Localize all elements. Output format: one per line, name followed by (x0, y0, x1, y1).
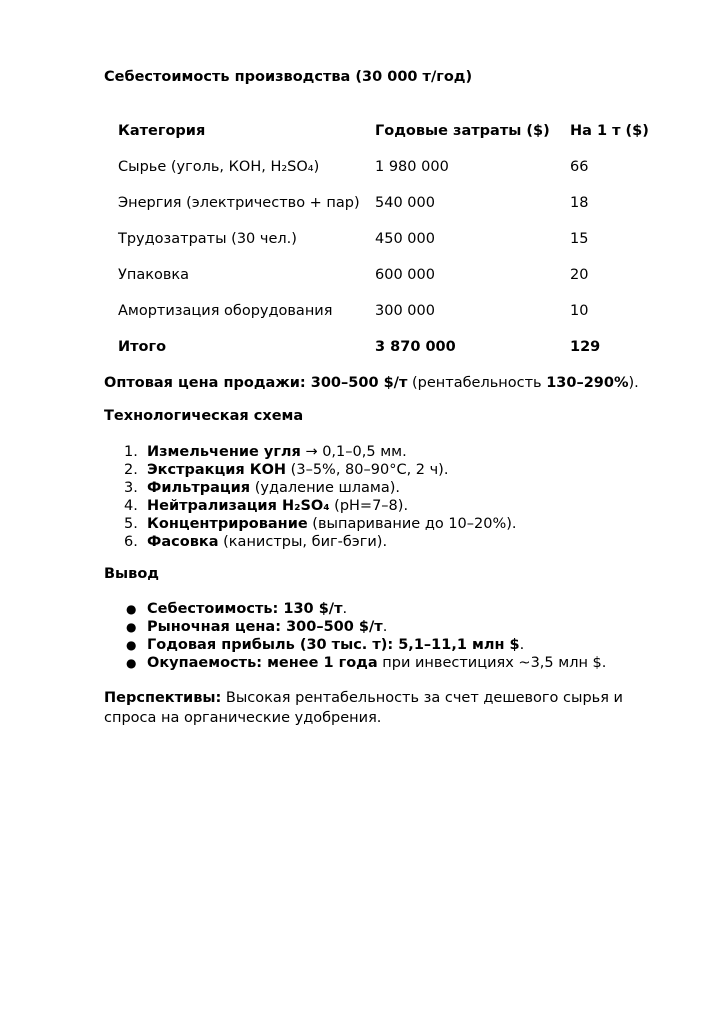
cell-per-ton: 10 (570, 303, 589, 319)
step-detail: → 0,1–0,5 мм. (300, 444, 407, 460)
price-label: Оптовая цена продажи: 300–500 $/т (104, 375, 408, 391)
item-number: 5. (124, 516, 138, 532)
list-item (104, 479, 517, 497)
price-middle: (рентабельность (407, 375, 547, 391)
step-name: Измельчение угля (147, 444, 301, 460)
table-row (118, 149, 660, 185)
cell-per-ton: 15 (570, 231, 589, 247)
prospects-paragraph (104, 688, 644, 728)
list-item (104, 461, 517, 479)
conclusion-key: Окупаемость: менее 1 года (147, 655, 378, 671)
scheme-list (104, 443, 517, 551)
column-header-annual: Годовые затраты ($) (375, 123, 550, 139)
table-total-row (118, 329, 660, 365)
cell-category: Энергия (электричество + пар) (118, 195, 360, 211)
list-item (104, 654, 606, 672)
step-name: Фильтрация (147, 480, 251, 496)
conclusion-key: Себестоимость: 130 $/т (147, 601, 343, 617)
conclusion-key: Рыночная цена: 300–500 $/т (147, 619, 383, 635)
total-per-ton: 129 (570, 339, 601, 355)
item-number: 1. (124, 444, 138, 460)
item-number: 3. (124, 480, 138, 496)
table-row (118, 293, 660, 329)
table-row (118, 185, 660, 221)
conclusion-rest: при инвестициях ~3,5 млн $. (377, 655, 607, 671)
conclusion-list (104, 600, 606, 672)
cell-per-ton: 20 (570, 267, 589, 283)
bullet-icon: ● (126, 602, 137, 616)
item-number: 6. (124, 534, 138, 550)
total-label: Итого (118, 339, 167, 355)
column-header-per-ton: На 1 т ($) (570, 123, 649, 139)
cell-per-ton: 18 (570, 195, 589, 211)
list-item (104, 636, 606, 654)
item-number: 2. (124, 462, 138, 478)
cell-annual: 300 000 (375, 303, 435, 319)
table-header-row (118, 113, 660, 149)
cost-section-title: Себестоимость производства (30 000 т/год) (104, 69, 473, 85)
table-row (118, 221, 660, 257)
bullet-icon: ● (126, 656, 137, 670)
step-name: Нейтрализация H₂SO₄ (147, 498, 330, 514)
list-item (104, 618, 606, 636)
bullet-icon: ● (126, 620, 137, 634)
cell-category: Трудозатраты (30 чел.) (118, 231, 297, 247)
step-name: Концентрирование (147, 516, 308, 532)
conclusion-rest: . (342, 601, 348, 617)
profitability-value: 130–290% (546, 375, 629, 391)
bullet-icon: ● (126, 638, 137, 652)
table-row (118, 257, 660, 293)
list-item (104, 533, 517, 551)
conclusion-rest: . (382, 619, 388, 635)
cost-table (118, 113, 660, 365)
column-header-category: Категория (118, 123, 206, 139)
total-annual: 3 870 000 (375, 339, 456, 355)
cell-annual: 600 000 (375, 267, 435, 283)
step-detail: (pH=7–8). (329, 498, 409, 514)
step-name: Экстракция КОН (147, 462, 287, 478)
list-item (104, 443, 517, 461)
cell-category: Сырье (уголь, КОН, H₂SO₄) (118, 159, 320, 175)
list-item (104, 600, 606, 618)
step-detail: (канистры, биг-бэги). (218, 534, 388, 550)
prospects-text: Высокая рентабельность за счет дешевого сырья и спроса на органические удобрения. (104, 690, 623, 726)
cell-annual: 450 000 (375, 231, 435, 247)
cell-category: Упаковка (118, 267, 190, 283)
list-item (104, 515, 517, 533)
list-item (104, 497, 517, 515)
cell-per-ton: 66 (570, 159, 589, 175)
prospects-label: Перспективы: (104, 690, 222, 706)
cell-annual: 1 980 000 (375, 159, 449, 175)
step-detail: (удаление шлама). (250, 480, 401, 496)
conclusion-rest: . (519, 637, 525, 653)
conclusion-key: Годовая прибыль (30 тыс. т): 5,1–11,1 млн $ (147, 637, 520, 653)
item-number: 4. (124, 498, 138, 514)
cell-annual: 540 000 (375, 195, 435, 211)
step-name: Фасовка (147, 534, 219, 550)
conclusion-title: Вывод (104, 566, 160, 582)
scheme-title: Технологическая схема (104, 408, 304, 424)
step-detail: (выпаривание до 10–20%). (307, 516, 517, 532)
price-line (104, 374, 639, 392)
price-end: ). (628, 375, 639, 391)
step-detail: (3–5%, 80–90°C, 2 ч). (286, 462, 449, 478)
cell-category: Амортизация оборудования (118, 303, 333, 319)
